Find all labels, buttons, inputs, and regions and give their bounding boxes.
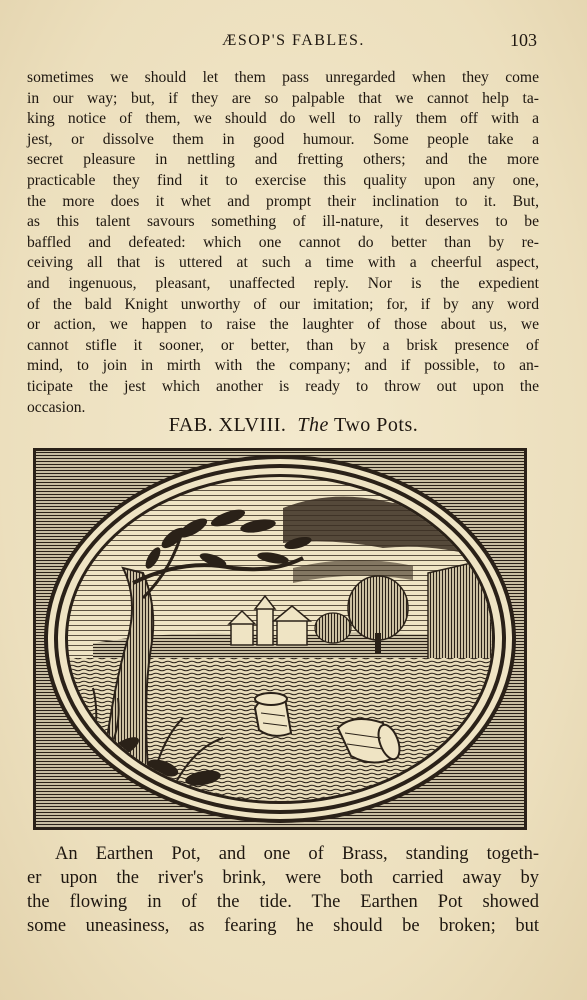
moral-paragraph <box>27 68 539 418</box>
text-line: in our way; but, if they are so palpable that we cannot help ta- <box>27 89 539 107</box>
text-line: of the bald Knight unworthy of our imitation; for, if by any word <box>27 295 539 313</box>
text-line: er upon the river's brink, were both carried away by <box>27 868 539 888</box>
text-line: ticipate the jest which another is ready to throw out upon the <box>27 377 539 395</box>
text-line: secret pleasure in nettling and fretting others; and the more <box>27 151 539 169</box>
text-line: or action, we happen to raise the laughter of those about us, we <box>27 316 539 334</box>
text-line: some uneasiness, as fearing he should be broken; but <box>27 916 539 936</box>
text-line: as this talent savours something of ill-nature, it deserves to be <box>27 213 539 231</box>
running-title: ÆSOP'S FABLES. <box>222 32 365 49</box>
page-number: 103 <box>510 30 537 50</box>
fable-title-article: The <box>297 414 329 436</box>
fable-story <box>27 842 539 938</box>
woodcut-illustration <box>33 448 527 830</box>
text-line: sometimes we should let them pass unregarded when they come <box>27 69 539 86</box>
text-line: mind, to join in mirth with the company; and if possible, to an- <box>27 357 539 375</box>
fable-heading <box>0 414 587 437</box>
text-line: An Earthen Pot, and one of Brass, standing togeth- <box>55 844 539 864</box>
text-line: occasion. <box>27 398 86 416</box>
text-line: cannot stifle it sooner, or better, than by a brisk presence of <box>27 336 539 354</box>
text-line: the more does it whet and prompt their inclination to it. But, <box>27 192 539 210</box>
text-line: baffled and defeated: which one cannot do better than by re- <box>27 233 539 251</box>
fable-number: FAB. XLVIII. <box>168 414 287 436</box>
text-line: practicable they find it to exercise this quality upon any one, <box>27 171 539 189</box>
text-line: the flowing in of the tide. The Earthen Pot showed <box>27 892 539 912</box>
text-line: king notice of them, we should do well to rally them off with a <box>27 110 539 128</box>
text-line: jest, or dissolve them in good humour. Some people take a <box>27 130 539 148</box>
fable-title: Two Pots. <box>334 414 419 436</box>
text-line: ceiving all that is uttered at such a time with a cheerful aspect, <box>27 254 539 272</box>
text-line: and ingenuous, pleasant, unaffected reply. Nor is the expedient <box>27 274 539 292</box>
